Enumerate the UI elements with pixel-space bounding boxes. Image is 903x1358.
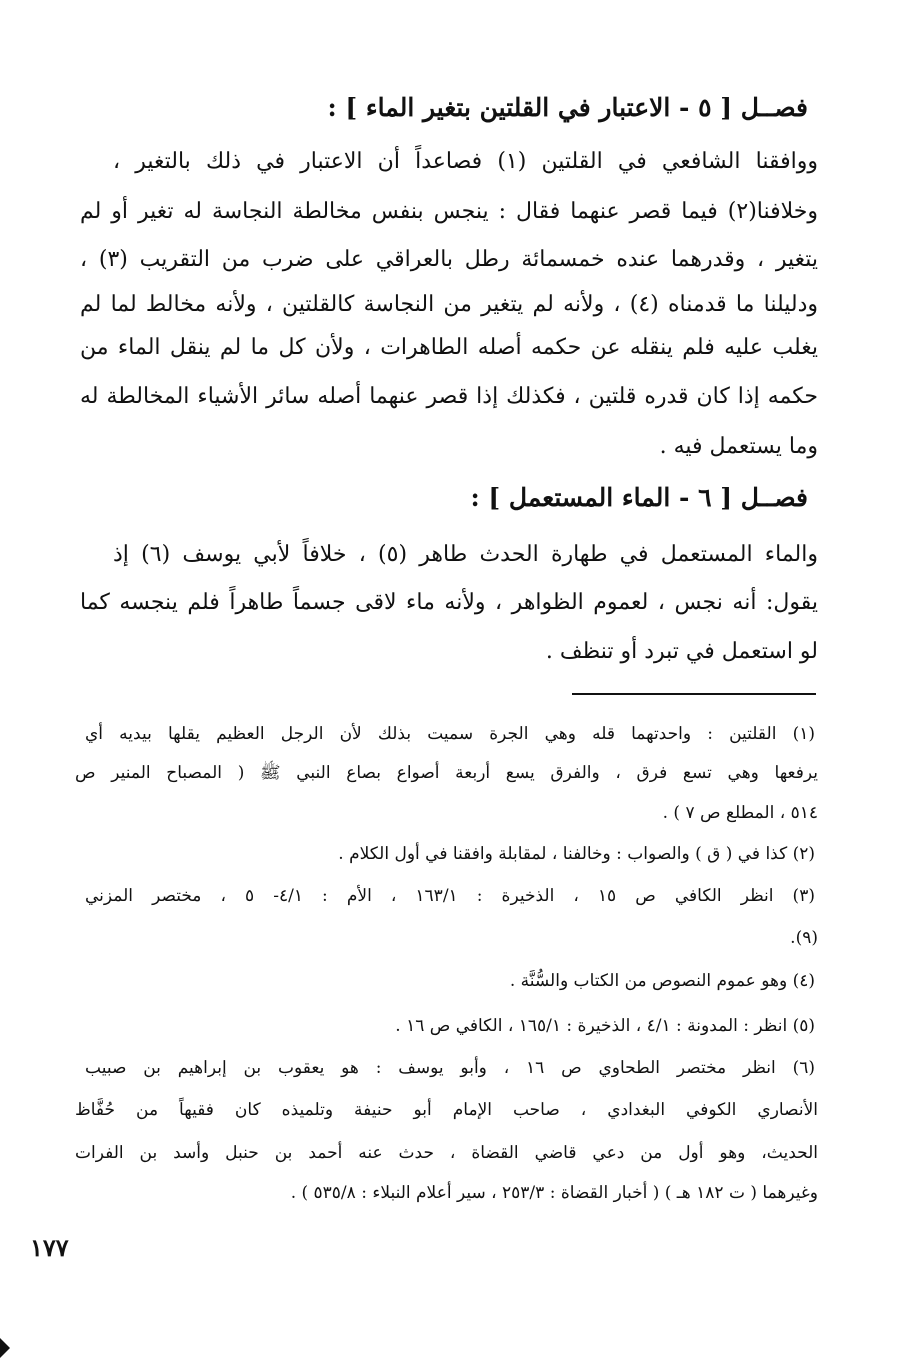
page-number: ١٧٧ bbox=[30, 1233, 69, 1262]
body-line: ووافقنا الشافعي في القلتين (١) فصاعداً أن الاعتبار في ذلك بالتغير ، bbox=[113, 149, 818, 174]
scan-edge-mark bbox=[0, 1338, 10, 1358]
footnote-line: الأنصاري الكوفي البغدادي ، صاحب الإمام أبو حنيفة وتلميذه كان فقيهاً من حُفَّاظ bbox=[75, 1100, 818, 1120]
footnote-line: (١) القلتين : واحدتهما قله وهي الجرة سميت بذلك لأن الرجل العظيم يقلها بيديه أي bbox=[85, 724, 815, 744]
footnote-line: (٤) وهو عموم النصوص من الكتاب والسُّنَّة . bbox=[509, 971, 815, 991]
body-line: يتغير ، وقدرهما عنده خمسمائة رطل بالعراقي على ضرب من التقريب (٣) ، bbox=[80, 247, 818, 272]
section-title-6: فصــل [ ٦ - الماء المستعمل ] : bbox=[470, 483, 808, 512]
footnote-separator bbox=[572, 693, 816, 695]
footnote-line: الحديث، وهو أول من دعي قاضي القضاة ، حدث عنه أحمد بن حنبل وأسد بن الفرات bbox=[75, 1143, 818, 1163]
footnote-line: (٢) كذا في ( ق ) والصواب : وخالفنا ، لمقابلة وافقنا في أول الكلام . bbox=[338, 844, 815, 864]
body-line: لو استعمل في تبرد أو تنظف . bbox=[545, 639, 818, 664]
body-line: يغلب عليه فلم ينقله عن حكمه أصله الطاهرات ، ولأن كل ما لم ينقل الماء من bbox=[80, 335, 818, 360]
footnote-line: ٥١٤ ، المطلع ص ٧ ) . bbox=[662, 803, 818, 823]
body-line: حكمه إذا كان قدره قلتين ، فكذلك إذا قصر عنهما أصله سائر الأشياء المخالطة له bbox=[80, 384, 818, 409]
body-line: وخلافنا(٢) فيما قصر عنهما فقال : ينجس بنفس مخالطة النجاسة له تغير أو لم bbox=[80, 199, 818, 224]
section-title-5: فصــل [ ٥ - الاعتبار في القلتين بتغير الماء ] : bbox=[327, 93, 808, 122]
footnote-line: (٥) انظر : المدونة : ٤/١ ، الذخيرة : ١٦٥/١ ، الكافي ص ١٦ . bbox=[395, 1016, 815, 1036]
body-line: والماء المستعمل في طهارة الحدث طاهر (٥) ، خلافاً لأبي يوسف (٦) إذ bbox=[113, 542, 818, 567]
footnote-line: (٩). bbox=[790, 928, 818, 948]
footnote-line: (٦) انظر مختصر الطحاوي ص ١٦ ، وأبو يوسف : هو يعقوب بن إبراهيم بن صبيب bbox=[85, 1058, 815, 1078]
footnote-line: وغيرهما ( ت ١٨٢ هـ ) ( أخبار القضاة : ٢٥٣/٣ ، سير أعلام النبلاء : ٥٣٥/٨ ) . bbox=[290, 1183, 818, 1203]
footnote-line: (٣) انظر الكافي ص ١٥ ، الذخيرة : ١٦٣/١ ، الأم : ٤/١- ٥ ، مختصر المزني bbox=[85, 886, 815, 906]
body-line: يقول: أنه نجس ، لعموم الظواهر ، ولأنه ماء لاقى جسماً طاهراً فلم ينجسه كما bbox=[80, 590, 818, 615]
body-line: ودليلنا ما قدمناه (٤) ، ولأنه لم يتغير من النجاسة كالقلتين ، ولأنه مخالط لما لم bbox=[80, 292, 819, 317]
body-line: وما يستعمل فيه . bbox=[659, 434, 818, 459]
footnote-line: يرفعها وهي تسع فرق ، والفرق يسع أربعة أصواع بصاع النبي ﷺ ( المصباح المنير ص bbox=[75, 763, 818, 783]
